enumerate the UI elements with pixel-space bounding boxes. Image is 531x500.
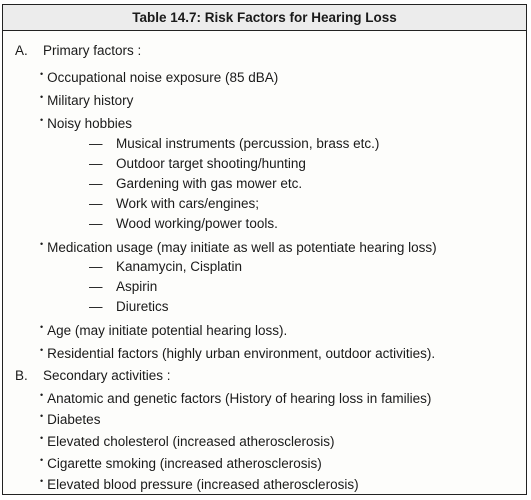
list-item: • Noisy hobbies xyxy=(40,115,132,131)
dash-icon: — xyxy=(89,196,103,211)
list-item: • Anatomic and genetic factors (History of hearing loss in families) xyxy=(40,390,432,406)
sub-item: — Wood working/power tools. xyxy=(89,216,278,231)
sub-item: — Kanamycin, Cisplatin xyxy=(89,259,243,274)
bullet-icon: • xyxy=(40,322,44,332)
bullet-icon: • xyxy=(40,455,44,465)
bullet-icon: • xyxy=(40,239,44,249)
sub-item: — Gardening with gas mower etc. xyxy=(89,176,303,191)
section-a-title: Primary factors : xyxy=(43,43,142,58)
dash-icon: — xyxy=(89,279,103,294)
list-item: • Military history xyxy=(40,92,134,108)
bullet-icon: • xyxy=(40,390,44,400)
sub-item: — Work with cars/engines; xyxy=(89,196,260,211)
dash-icon: — xyxy=(89,299,103,314)
dash-icon: — xyxy=(89,156,103,171)
bullet-icon: • xyxy=(40,433,44,443)
list-item: • Elevated blood pressure (increased atherosclerosis) xyxy=(40,476,359,492)
section-a-letter: A. xyxy=(15,43,28,58)
risk-factors-table xyxy=(2,4,527,495)
dash-icon: — xyxy=(89,259,103,274)
dash-icon: — xyxy=(89,176,103,191)
section-b-heading xyxy=(15,368,171,383)
section-a-heading xyxy=(15,43,141,58)
bullet-icon: • xyxy=(40,476,44,486)
table-title: Table 14.7: Risk Factors for Hearing Loss xyxy=(3,5,526,31)
bullet-icon: • xyxy=(40,345,44,355)
list-item: • Age (may initiate potential hearing loss). xyxy=(40,322,288,338)
list-item: • Residential factors (highly urban environment, outdoor activities). xyxy=(40,345,436,361)
bullet-icon: • xyxy=(40,115,44,125)
sub-item: — Diuretics xyxy=(89,299,169,314)
list-item: • Elevated cholesterol (increased atherosclerosis) xyxy=(40,433,335,449)
bullet-icon: • xyxy=(40,411,44,421)
sub-item: — Musical instruments (percussion, brass etc.) xyxy=(89,136,380,151)
section-b-title: Secondary activities : xyxy=(43,368,171,383)
sub-item: — Aspirin xyxy=(89,279,158,294)
section-b-letter: B. xyxy=(15,368,28,383)
sub-item: — Outdoor target shooting/hunting xyxy=(89,156,306,171)
list-item: • Medication usage (may initiate as well as potentiate hearing loss) xyxy=(40,239,437,255)
dash-icon: — xyxy=(89,216,103,231)
list-item: • Cigarette smoking (increased atherosclerosis) xyxy=(40,455,322,471)
list-item: • Occupational noise exposure (85 dBA) xyxy=(40,69,279,85)
dash-icon: — xyxy=(89,136,103,151)
bullet-icon: • xyxy=(40,69,44,79)
bullet-icon: • xyxy=(40,92,44,102)
list-item: • Diabetes xyxy=(40,411,101,427)
